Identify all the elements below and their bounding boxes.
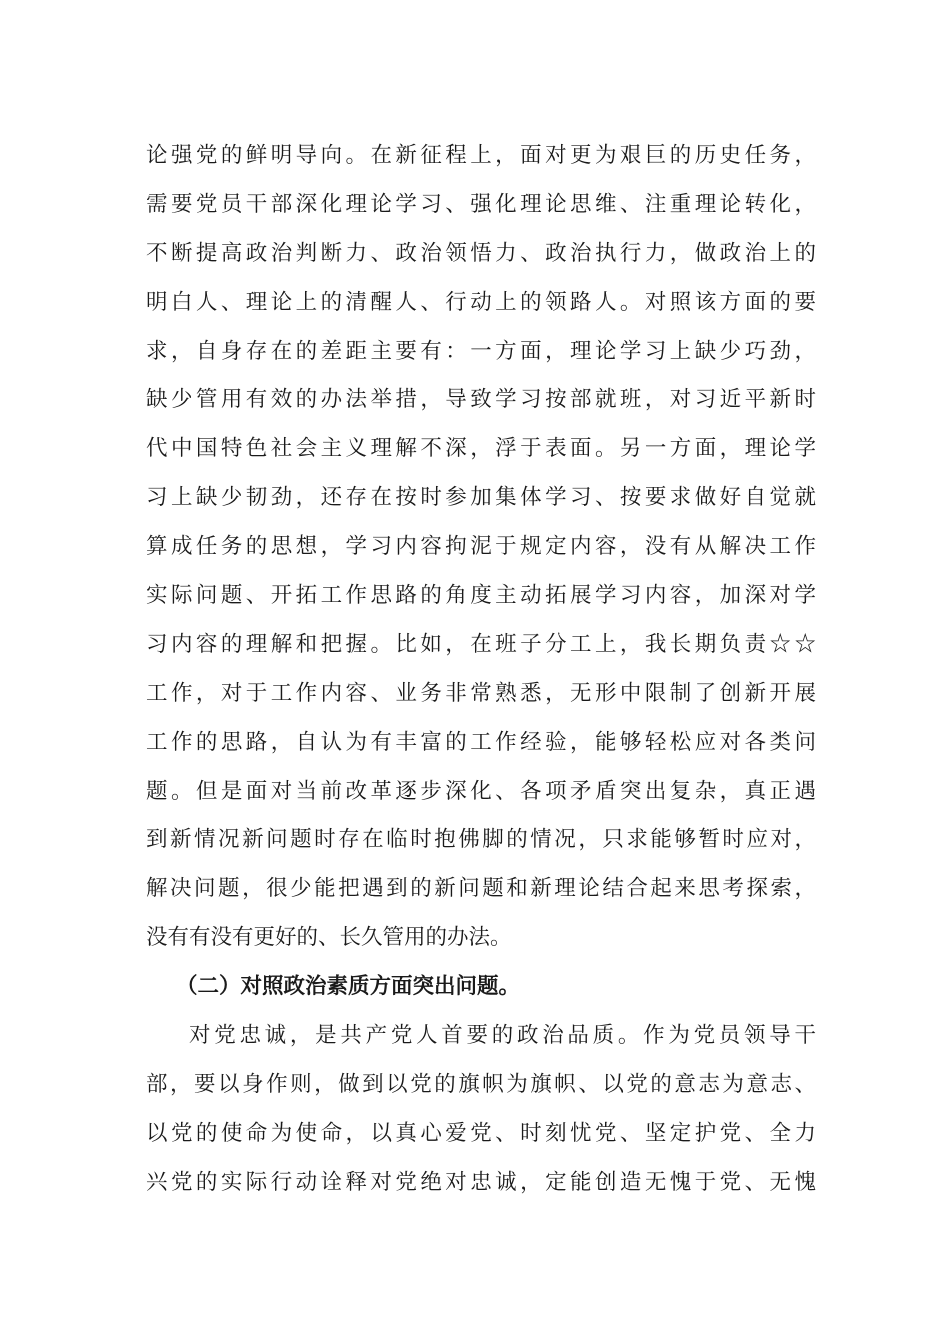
paragraph-line: 代中国特色社会主义理解不深，浮于表面。另一方面，理论学 <box>146 436 816 462</box>
paragraph-line: 实际问题、开拓工作思路的角度主动拓展学习内容，加深对学 <box>146 583 816 609</box>
paragraph-line: 习内容的理解和把握。比如，在班子分工上，我长期负责☆☆ <box>146 631 816 657</box>
paragraph-line: 求，自身存在的差距主要有：一方面，理论学习上缺少巧劲， <box>146 338 816 364</box>
paragraph-line: 以党的使命为使命，以真心爱党、时刻忧党、坚定护党、全力 <box>146 1120 816 1146</box>
paragraph-line: 不断提高政治判断力、政治领悟力、政治执行力，做政治上的 <box>146 240 816 266</box>
paragraph-line: 缺少管用有效的办法举措，导致学习按部就班，对习近平新时 <box>146 387 816 413</box>
paragraph-line: 部，要以身作则，做到以党的旗帜为旗帜、以党的意志为意志、 <box>146 1071 816 1097</box>
paragraph-line: 题。但是面对当前改革逐步深化、各项矛盾突出复杂，真正遇 <box>146 778 816 804</box>
body-text <box>146 132 816 1208</box>
paragraph-line: 到新情况新问题时存在临时抱佛脚的情况，只求能够暂时应对， <box>146 827 816 853</box>
paragraph-line: 论强党的鲜明导向。在新征程上，面对更为艰巨的历史任务， <box>146 143 816 168</box>
paragraph-line: 没有有没有更好的、长久管用的办法。 <box>146 925 512 951</box>
paragraph-line: 对党忠诚，是共产党人首要的政治品质。作为党员领导干 <box>189 1023 816 1049</box>
paragraph-line: 兴党的实际行动诠释对党绝对忠诚，定能创造无愧于党、无愧 <box>146 1169 816 1195</box>
paragraph-line: 需要党员干部深化理论学习、强化理论思维、注重理论转化， <box>146 191 816 217</box>
paragraph-line: 解决问题，很少能把遇到的新问题和新理论结合起来思考探索， <box>146 876 816 902</box>
section-heading: （二）对照政治素质方面突出问题。 <box>176 974 521 1000</box>
paragraph-line: 算成任务的思想，学习内容拘泥于规定内容，没有从解决工作 <box>146 534 816 560</box>
paragraph-line: 工作的思路，自认为有丰富的工作经验，能够轻松应对各类问 <box>146 729 816 755</box>
paragraph-line: 明白人、理论上的清醒人、行动上的领路人。对照该方面的要 <box>146 289 816 315</box>
paragraph-line: 工作，对于工作内容、业务非常熟悉，无形中限制了创新开展 <box>146 680 816 706</box>
paragraph-line: 习上缺少韧劲，还存在按时参加集体学习、按要求做好自觉就 <box>146 485 816 511</box>
